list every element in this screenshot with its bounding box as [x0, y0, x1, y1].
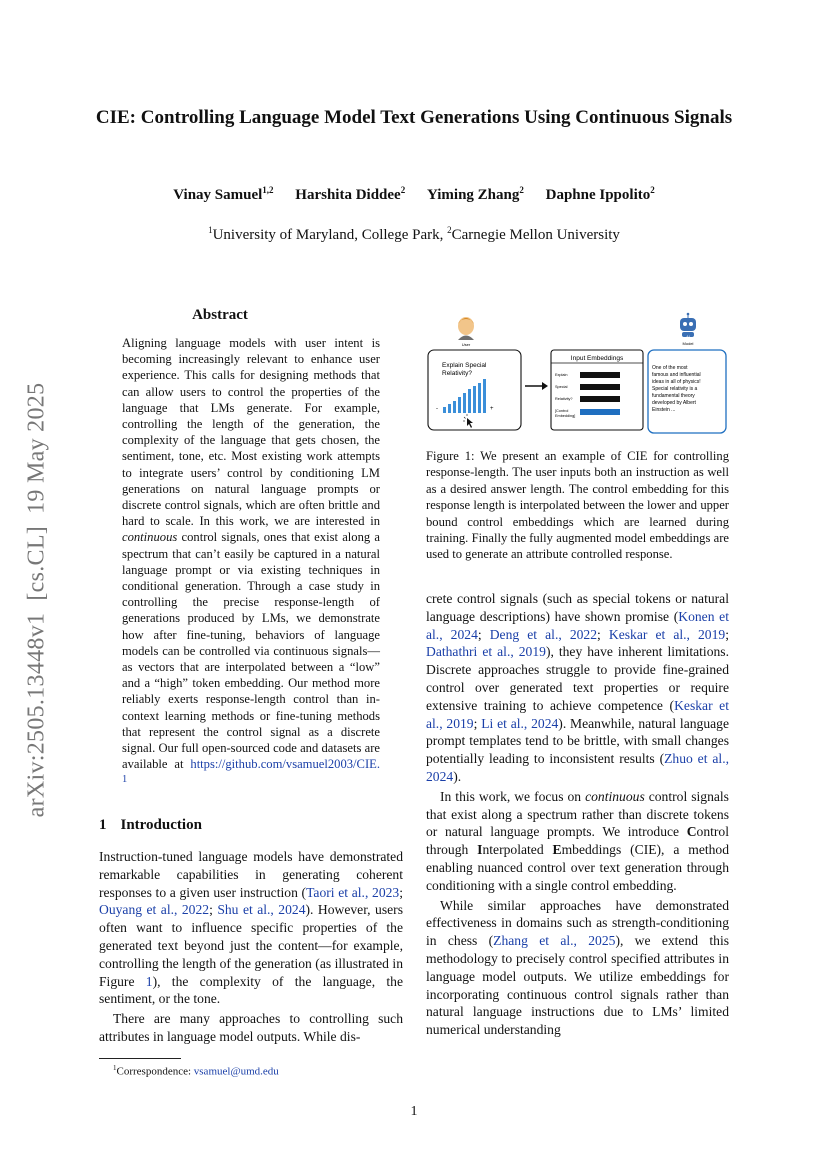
plus-label: + [490, 406, 494, 412]
citation-link[interactable]: Keskar et al., 2019 [608, 626, 726, 642]
footnote-ref[interactable]: 1 [122, 774, 128, 786]
affiliations: $^1$University of Maryland, College Park, $^2$Carnegie Mellon University [208, 225, 620, 243]
model-label: Model [682, 341, 694, 346]
embeddings-title: Input Embeddings [570, 355, 624, 362]
citation-link[interactable]: Deng et al., 2022 [489, 626, 598, 642]
code-link[interactable]: https://github.com/vsamuel2003/CIE. [190, 757, 380, 772]
intro-text: Instruction-tuned language models have demonstrated remarkable capabilities in generating coherent responses to a given user instruction (Taori et al., 2023; Ouyang et al., 2022; Shu et al., 2024). However, users often want to influence specific properties of the generated text beyond just the content—for example, controlling the length of the generation (as illustrated in Figure 1), the complexity of the language, the sentiment, or the tone. There are many approaches to controlling such attributes in language model outputs. While dis- [99, 849, 403, 1044]
citation-link[interactable]: Ouyang et al., 2022 [99, 902, 210, 918]
right-column-text: crete control signals (such as special tokens or natural language descriptions) have shown promise (Konen et al., 2024; Deng et al., 2022; Keskar et al., 2019; Dathathri et al., 2019), they have inherent limitations. Discrete approaches struggle to provide fine-grained control over generated text properties or require extensive training to achieve competence (Keskar et al., 2019; Li et al., 2024). Meanwhile, natural language prompt templates tend to be brittle, with small changes potentially leading to inconsistent results (Zhuo et al., 2024). In this work, we focus on continuous control signals that exist along a spectrum rather than discrete tokens or natural language prompts. We introduce Control through Interpolated Embeddings (CIE), a method enabling nuanced control over text generation through conditioning with a single control embedding. While similar approaches have demonstrated effectiveness in domains such as strength-conditioning in chess (Zhang et al., 2025), we extend this methodology to precisely control specified attributes in language model outputs. We utilize embeddings for incorporating continuous control signals rather than natural language instructions due to LMs’ limited numerical understanding [426, 591, 730, 1038]
author: Yiming Zhang$^2$ [426, 185, 524, 203]
output-text: One of the most [652, 365, 688, 371]
citation-link[interactable]: Shu et al., 2024 [217, 902, 306, 918]
token-label: Explain [555, 373, 568, 377]
output-text: developed by Albert [652, 400, 696, 406]
figure-ref[interactable]: 1 [145, 973, 153, 989]
citation-link[interactable]: Taori et al., 2023 [306, 884, 400, 900]
prompt-text: Relativity? [442, 370, 472, 377]
paper-title: CIE: Controlling Language Model Text Generations Using Continuous Signals [95, 107, 733, 128]
control-embedding [580, 409, 620, 415]
citation-link[interactable]: Zhang et al., 2025 [493, 933, 616, 949]
token-label: [Control [555, 409, 569, 413]
token-embedding [580, 372, 620, 378]
output-text: Special relativity is a [652, 386, 698, 392]
author: Daphne Ippolito$^2$ [545, 185, 655, 203]
arrow-icon [525, 382, 548, 390]
footnote-divider [99, 1058, 181, 1059]
section-heading: 1 Introduction [99, 817, 202, 833]
figure-1 [424, 312, 730, 442]
citation-link[interactable]: Li et al., 2024 [481, 715, 559, 731]
minus-label: - [436, 406, 438, 412]
email-link[interactable]: vsamuel@umd.edu [193, 1065, 279, 1078]
token-label: Embedding] [555, 414, 576, 418]
author-list [60, 185, 768, 204]
citation-link[interactable]: Dathathri et al., 2019 [426, 644, 546, 660]
token-label: Relativity? [555, 397, 573, 401]
arxiv-stamp: arXiv:2505.13448v1[cs.CL]19 May 2025 [23, 382, 50, 818]
citation-link[interactable]: Zhuo et al., 2024 [426, 751, 729, 784]
user-label: User [461, 342, 471, 347]
output-text: fundamental theory [652, 393, 695, 399]
author: Vinay Samuel$^{1,2}$ [173, 185, 274, 203]
citation-link[interactable]: Keskar et al., 2019 [426, 697, 729, 731]
output-text: famous and influential [652, 372, 701, 378]
author: Harshita Diddee$^2$ [295, 185, 406, 203]
prompt-text: Explain Special [442, 362, 487, 369]
footnote: $^1$Correspondence: vsamuel@umd.edu [113, 1064, 279, 1078]
abstract-heading: Abstract [192, 307, 248, 323]
user-avatar-icon [458, 317, 474, 340]
figure-caption: Figure 1: We present an example of CIE for controlling response-length. The user inputs both an instruction as well as a desired answer length. The control embedding for this response length is interpolated between the lower and upper bound control embeddings which are learned during training. Finally the fully augmented model embeddings are used to generate an attribute controlled response. [426, 449, 729, 562]
abstract-text: Aligning language models with user intent is becoming increasingly relevant to enhance user experience. This calls for designing methods that can allow users to control the properties of the language that LMs generate. For example, controlling the length of the generation, the complexity of the language that gets chosen, the sentiment, tone, etc. Most existing work attempts to integrate users’ control by conditioning LM generations on natural language prompts or discrete control signals, which are often brittle and hard to scale. In this work, we are interested in continuous control signals, ones that exist along a spectrum that can’t easily be captured in a natural language prompt or via existing techniques in conditional generation. Through a case study in controlling the precise response-length of generations produced by LMs, we demonstrate how after fine-tuning, behaviors of language models can be controlled via continuous signals—as vectors that are interpolated between a “low” and a “high” token embedding. Our method more reliably exerts response-length control than in-context learning methods or fine-tuning methods that represent the control signal as a discrete signal. Our full open-sourced code and datasets are available at https://github.com/vsamuel2003/CIE. $^1$ [122, 336, 380, 786]
token-embedding [580, 384, 620, 390]
citation-link[interactable]: Konen et al., 2024 [426, 608, 729, 642]
page-number: 1 [410, 1104, 418, 1119]
output-text: ideas in all of physics! [652, 379, 701, 385]
token-label: Special [555, 385, 568, 389]
output-text: Einstein ... [652, 407, 676, 413]
token-embedding [580, 396, 620, 402]
ai-label: AI [686, 334, 690, 339]
